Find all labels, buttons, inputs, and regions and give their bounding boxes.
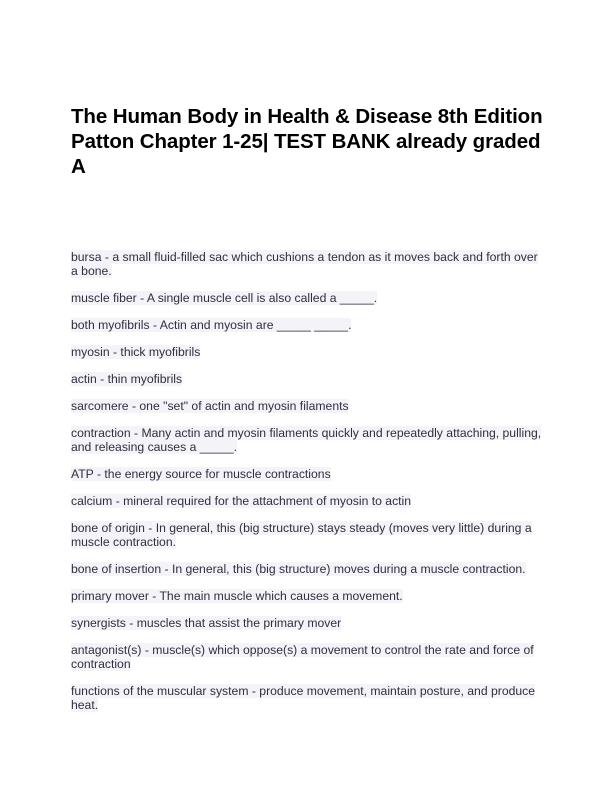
entry-text: bone of insertion - In general, this (big structure) moves during a muscle contraction. [71,562,526,576]
document-title: The Human Body in Health & Disease 8th Edition Patton Chapter 1-25| TEST BANK already graded A [71,105,543,178]
flashcard-entry [71,426,543,454]
flashcard-entry [71,318,543,332]
flashcard-list [71,250,543,725]
entry-text: muscle fiber - A single muscle cell is also called a _____. [71,291,378,305]
entry-text: myosin - thick myofibrils [71,345,201,359]
flashcard-entry [71,521,543,549]
flashcard-entry [71,643,543,671]
flashcard-entry [71,291,543,305]
entry-text: bursa - a small fluid-filled sac which cushions a tendon as it moves back and forth over a bone. [71,250,538,278]
entry-text: contraction - Many actin and myosin filaments quickly and repeatedly attaching, pulling, and releasing causes a _____. [71,426,542,454]
entry-text: functions of the muscular system - produce movement, maintain posture, and produce heat. [71,684,536,712]
flashcard-entry [71,589,543,603]
flashcard-entry [71,372,543,386]
entry-text: ATP - the energy source for muscle contractions [71,467,331,481]
entry-text: both myofibrils - Actin and myosin are _____ _____. [71,318,352,332]
entry-text: actin - thin myofibrils [71,372,183,386]
entry-text: primary mover - The main muscle which causes a movement. [71,589,403,603]
entry-text: synergists - muscles that assist the primary mover [71,616,342,630]
flashcard-entry [71,494,543,508]
flashcard-entry [71,684,543,712]
flashcard-entry [71,467,543,481]
entry-text: calcium - mineral required for the attachment of myosin to actin [71,494,412,508]
entry-text: sarcomere - one "set" of actin and myosin filaments [71,399,349,413]
flashcard-entry [71,562,543,576]
flashcard-entry [71,250,543,278]
flashcard-entry [71,345,543,359]
entry-text: antagonist(s) - muscle(s) which oppose(s) a movement to control the rate and force of contraction [71,643,534,671]
flashcard-entry [71,399,543,413]
flashcard-entry [71,616,543,630]
entry-text: bone of origin - In general, this (big structure) stays steady (moves very little) during a muscle contraction. [71,521,532,549]
